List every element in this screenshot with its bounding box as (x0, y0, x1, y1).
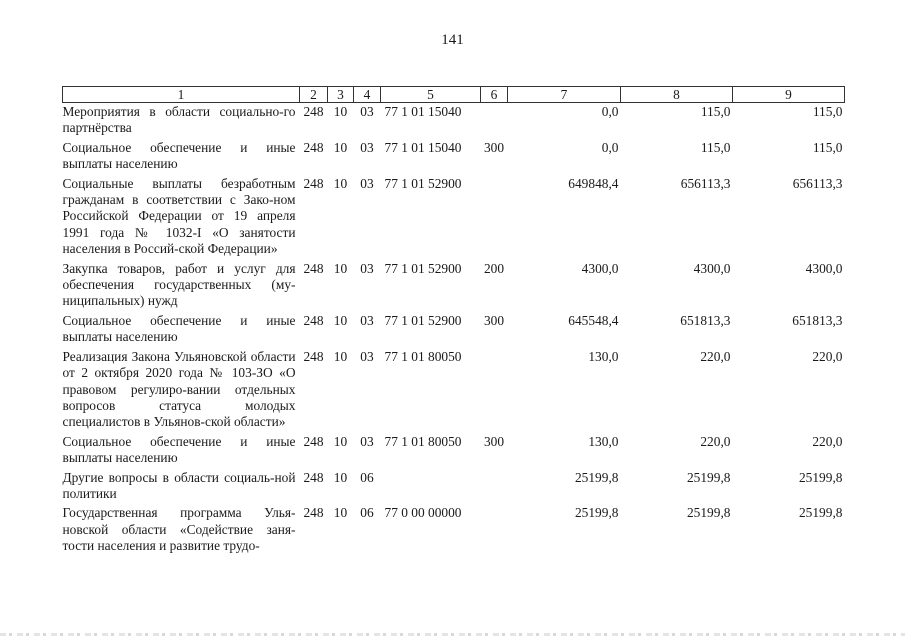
cell-amount-col7: 645548,4 (568, 312, 619, 328)
cell-ved: 248 (303, 312, 324, 328)
scan-artifact-edge (0, 633, 905, 636)
cell-amount-col8: 25199,8 (686, 505, 731, 521)
cell-ved: 248 (303, 139, 324, 155)
cell-rz: 10 (333, 348, 348, 364)
cell-vr (481, 175, 508, 260)
cell-vr: 300 (483, 312, 505, 328)
cell-amount-col7: 4300,0 (581, 260, 619, 276)
col-header-2023: 9 (733, 87, 845, 103)
cell-ved: 248 (303, 469, 324, 485)
col-header-name: 1 (63, 87, 300, 103)
cell-csr (381, 469, 481, 505)
cell-amount-col7: 0,0 (601, 104, 619, 119)
cell-amount-col8: 220,0 (700, 433, 731, 449)
cell-rz: 10 (333, 469, 348, 485)
cell-rz: 10 (333, 260, 348, 276)
cell-csr: 77 1 01 52900 (384, 260, 462, 276)
cell-amount-col9: 25199,8 (798, 469, 843, 485)
col-header-2022: 8 (621, 87, 733, 103)
cell-name: Социальное обеспечение и иные выплаты населению (62, 312, 296, 345)
cell-amount-col7: 649848,4 (568, 175, 619, 191)
header-row (63, 87, 845, 103)
cell-amount-col9: 220,0 (812, 348, 843, 364)
col-header-rz: 3 (328, 87, 354, 103)
table-row (63, 175, 845, 260)
cell-ved: 248 (303, 260, 324, 276)
cell-name: Социальное обеспечение и иные выплаты населению (62, 139, 296, 172)
table-body (63, 103, 845, 557)
table-row (63, 260, 845, 312)
cell-vr: 200 (483, 260, 505, 276)
col-header-vr: 6 (481, 87, 508, 103)
cell-name: Социальные выплаты безработным гражданам в соответствии с Зако-ном Российской Федерации от 19 апреля 1991 года № 1032-I «О занятости населения в Россий-ской Федерации» (62, 175, 296, 257)
cell-name: Государственная программа Улья-новской области «Содействие заня-тости населения и развитие трудо- (62, 505, 296, 554)
cell-csr: 77 1 01 52900 (384, 312, 462, 328)
cell-name: Реализация Закона Ульяновской области от 2 октября 2020 года № 103-ЗО «О правовом регулиро-вании отдельных вопросов статуса молодых специалистов в Ульянов-ской области» (62, 348, 296, 430)
table-row (63, 312, 845, 348)
cell-vr (481, 504, 508, 556)
col-header-pr: 4 (354, 87, 381, 103)
cell-amount-col7: 0,0 (601, 139, 619, 155)
cell-rz: 10 (333, 175, 348, 191)
cell-amount-col9: 4300,0 (805, 260, 843, 276)
cell-name: Социальное обеспечение и иные выплаты населению (62, 433, 296, 466)
table-row (63, 139, 845, 175)
cell-amount-col9: 115,0 (812, 139, 843, 155)
cell-vr: 300 (483, 139, 505, 155)
cell-pr: 03 (360, 260, 374, 276)
cell-amount-col7: 25199,8 (574, 505, 619, 521)
page-number: 141 (441, 32, 464, 48)
cell-pr: 03 (360, 175, 374, 191)
cell-amount-col8: 115,0 (700, 104, 731, 119)
cell-csr: 77 1 01 80050 (384, 348, 462, 364)
cell-name: Закупка товаров, работ и услуг для обеспечения государственных (му-ниципальных) нужд (62, 260, 296, 309)
cell-amount-col8: 4300,0 (693, 260, 731, 276)
col-header-2021: 7 (508, 87, 621, 103)
cell-ved: 248 (303, 348, 324, 364)
cell-pr: 03 (360, 348, 374, 364)
cell-csr: 77 1 01 15040 (384, 104, 462, 119)
cell-csr: 77 0 00 00000 (384, 505, 462, 521)
table-row (63, 348, 845, 433)
cell-amount-col8: 220,0 (700, 348, 731, 364)
budget-table (62, 86, 845, 557)
cell-pr: 06 (360, 469, 374, 485)
cell-amount-col7: 25199,8 (574, 469, 619, 485)
cell-pr: 03 (360, 433, 374, 449)
cell-pr: 03 (360, 312, 374, 328)
table-row (63, 504, 845, 556)
cell-csr: 77 1 01 80050 (384, 433, 462, 449)
cell-vr: 300 (483, 433, 505, 449)
cell-pr: 03 (360, 139, 374, 155)
cell-amount-col9: 656113,3 (792, 175, 843, 191)
cell-ved: 248 (303, 505, 324, 521)
cell-amount-col8: 656113,3 (680, 175, 731, 191)
cell-rz: 10 (333, 104, 348, 119)
cell-amount-col7: 130,0 (588, 348, 619, 364)
cell-rz: 10 (333, 505, 348, 521)
cell-ved: 248 (303, 175, 324, 191)
cell-vr (481, 348, 508, 433)
table-row (63, 433, 845, 469)
table-row (63, 103, 845, 139)
cell-amount-col8: 25199,8 (686, 469, 731, 485)
cell-rz: 10 (333, 139, 348, 155)
cell-ved: 248 (303, 104, 324, 119)
col-header-ved: 2 (300, 87, 328, 103)
cell-pr: 03 (360, 104, 374, 119)
cell-amount-col8: 651813,3 (680, 312, 731, 328)
cell-amount-col9: 25199,8 (798, 505, 843, 521)
cell-amount-col9: 115,0 (812, 104, 843, 119)
cell-pr: 06 (360, 505, 374, 521)
cell-vr (481, 103, 508, 139)
cell-csr: 77 1 01 52900 (384, 175, 462, 191)
cell-name: Мероприятия в области социально-го партнёрства (62, 104, 296, 136)
cell-csr: 77 1 01 15040 (384, 139, 462, 155)
cell-rz: 10 (333, 433, 348, 449)
cell-vr (481, 469, 508, 505)
col-header-csr: 5 (381, 87, 481, 103)
cell-rz: 10 (333, 312, 348, 328)
cell-amount-col9: 220,0 (812, 433, 843, 449)
cell-amount-col7: 130,0 (588, 433, 619, 449)
cell-ved: 248 (303, 433, 324, 449)
table-row (63, 469, 845, 505)
cell-amount-col9: 651813,3 (792, 312, 843, 328)
cell-name: Другие вопросы в области социаль-ной политики (62, 469, 296, 501)
cell-amount-col8: 115,0 (700, 139, 731, 155)
